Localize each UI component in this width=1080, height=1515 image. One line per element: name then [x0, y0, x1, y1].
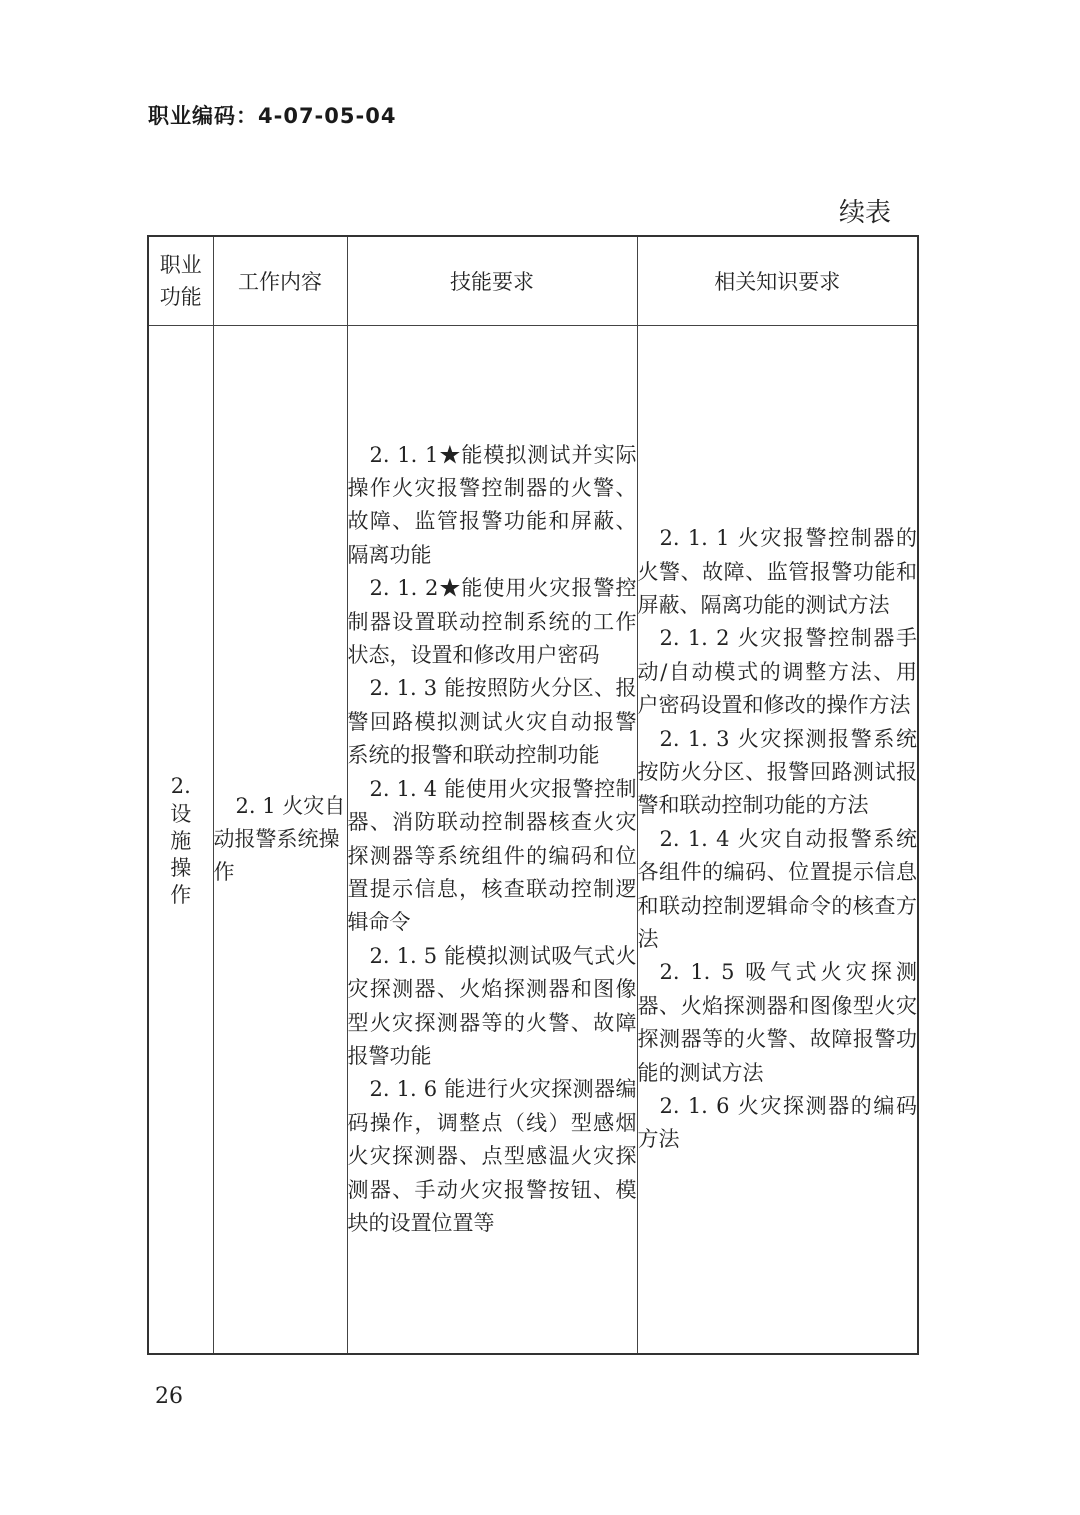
function-char: 操 — [170, 855, 192, 880]
knowledge-item: 2. 1. 2 火灾报警控制器手动/自动模式的调整方法、用户密码设置和修改的操作方法 — [637, 626, 917, 718]
skill-item: 2. 1. 1★能模拟测试并实际操作火灾报警控制器的火警、故障、监管报警功能和屏蔽、隔离功能 — [347, 442, 637, 567]
occupation-code: 职业编码：4-07-05-04 — [148, 104, 397, 128]
knowledge-item: 2. 1. 3 火灾探测报警系统按防火分区、报警回路测试报警和联动控制功能的方法 — [637, 726, 917, 818]
table-header-row — [148, 236, 918, 326]
function-cell — [148, 326, 213, 1355]
knowledge-item: 2. 1. 1 火灾报警控制器的火警、故障、监管报警功能和屏蔽、隔离功能的测试方法 — [637, 526, 917, 617]
knowledge-item: 2. 1. 6 火灾探测器的编码方法 — [637, 1094, 917, 1152]
header-work-content: 工作内容 — [213, 236, 347, 326]
knowledge-item: 2. 1. 5 吸气式火灾探测器、火焰探测器和图像型火灾探测器等的火警、故障报警功能的测试方法 — [637, 960, 917, 1085]
knowledge-cell — [637, 326, 918, 1355]
work-content-text: 2. 1 火灾自动报警系统操作 — [213, 794, 346, 884]
skill-item: 2. 1. 3 能按照防火分区、报警回路模拟测试火灾自动报警系统的报警和联动控制功能 — [347, 676, 637, 768]
header-function-line2: 功能 — [159, 285, 202, 309]
header-knowledge-requirements: 相关知识要求 — [637, 236, 918, 326]
skill-item: 2. 1. 4 能使用火灾报警控制器、消防联动控制器核查火灾探测器等系统组件的编码和位置提示信息，核查联动控制逻辑命令 — [347, 776, 637, 935]
header-function — [148, 236, 213, 326]
skill-item: 2. 1. 6 能进行火灾探测器编码操作，调整点（线）型感烟火灾探测器、点型感温火灾探测器、手动火灾报警按钮、模块的设置位置等 — [347, 1077, 637, 1235]
skills-cell — [347, 326, 637, 1355]
knowledge-item: 2. 1. 4 火灾自动报警系统各组件的编码、位置提示信息和联动控制逻辑命令的核查方法 — [637, 826, 917, 952]
table-row — [148, 326, 918, 1355]
skill-item: 2. 1. 5 能模拟测试吸气式火灾探测器、火焰探测器和图像型火灾探测器等的火警、故障报警功能 — [347, 943, 637, 1068]
function-number: 2. — [170, 773, 191, 798]
function-char: 作 — [170, 882, 192, 907]
function-char: 设 — [170, 801, 192, 826]
continued-table-label: 续表 — [838, 198, 891, 228]
function-name — [149, 801, 213, 909]
skill-item: 2. 1. 2★能使用火灾报警控制器设置联动控制系统的工作状态，设置和修改用户密码 — [347, 576, 637, 668]
function-char: 施 — [170, 828, 192, 853]
skill-standard-table — [147, 235, 919, 1355]
work-content-cell — [213, 326, 347, 1355]
header-function-line1: 职业 — [159, 253, 202, 277]
header-skill-requirements: 技能要求 — [347, 236, 637, 326]
page-number: 26 — [155, 1384, 183, 1409]
